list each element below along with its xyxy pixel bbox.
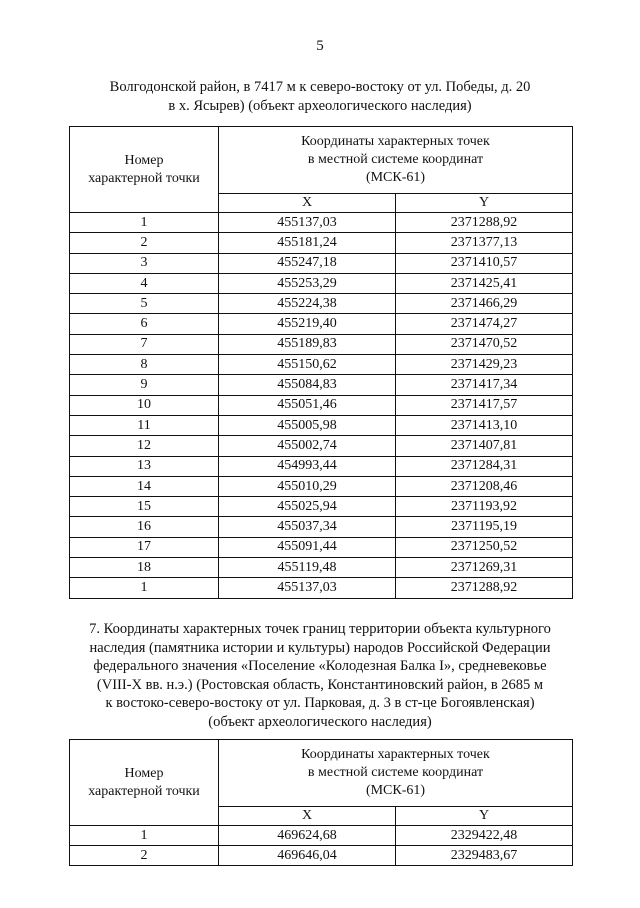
point-number-header xyxy=(70,127,219,213)
y-coordinate-cell: 2371288,92 xyxy=(396,213,573,233)
table-row xyxy=(70,294,573,314)
x-coordinate-cell: 455150,62 xyxy=(219,355,396,375)
y-coordinate-cell: 2371470,52 xyxy=(396,334,573,354)
point-number-cell: 2 xyxy=(70,233,219,253)
table-body xyxy=(70,213,573,599)
coords-header xyxy=(219,127,573,194)
header-line: (МСК-61) xyxy=(365,783,426,798)
x-coordinate-cell: 455189,83 xyxy=(219,334,396,354)
x-coordinate-cell: 455247,18 xyxy=(219,253,396,273)
coords-header xyxy=(219,740,573,807)
table-row xyxy=(70,497,573,517)
y-coordinate-cell: 2371284,31 xyxy=(396,456,573,476)
x-coordinate-cell: 455005,98 xyxy=(219,415,396,435)
header-line: (МСК-61) xyxy=(365,170,426,185)
point-number-cell: 1 xyxy=(70,213,219,233)
x-coordinate-cell: 455137,03 xyxy=(219,578,396,598)
y-coordinate-cell: 2371195,19 xyxy=(396,517,573,537)
heading-line: Волгодонской район, в 7417 м к северо-востоку от ул. Победы, д. 20 xyxy=(109,79,531,95)
y-coordinate-cell: 2371410,57 xyxy=(396,253,573,273)
table-row xyxy=(70,846,573,866)
point-number-cell: 9 xyxy=(70,375,219,395)
point-number-cell: 7 xyxy=(70,334,219,354)
table-row xyxy=(70,826,573,846)
point-number-cell: 1 xyxy=(70,826,219,846)
section1-heading xyxy=(60,78,580,115)
x-coordinate-cell: 455137,03 xyxy=(219,213,396,233)
point-number-cell: 3 xyxy=(70,253,219,273)
table-row xyxy=(70,355,573,375)
point-number-cell: 11 xyxy=(70,415,219,435)
table-row xyxy=(70,517,573,537)
page-number: 5 xyxy=(316,38,324,54)
x-coordinate-cell: 455051,46 xyxy=(219,395,396,415)
x-coordinate-cell: 455025,94 xyxy=(219,497,396,517)
x-coordinate-cell: 455091,44 xyxy=(219,537,396,557)
table-row xyxy=(70,476,573,496)
table-row xyxy=(70,233,573,253)
heading-line: (объект археологического наследия) xyxy=(208,713,432,730)
table-row xyxy=(70,213,573,233)
table-row xyxy=(70,537,573,557)
point-number-cell: 15 xyxy=(70,497,219,517)
table-row xyxy=(70,375,573,395)
point-number-cell: 12 xyxy=(70,436,219,456)
section2-heading xyxy=(60,620,580,731)
y-coordinate-cell: 2371474,27 xyxy=(396,314,573,334)
y-column-header: Y xyxy=(396,807,573,826)
header-line: Номер xyxy=(124,765,164,781)
y-coordinate-cell: 2371413,10 xyxy=(396,415,573,435)
y-coordinate-cell: 2329483,67 xyxy=(396,846,573,866)
x-coordinate-cell: 469646,04 xyxy=(219,846,396,866)
point-number-cell: 13 xyxy=(70,456,219,476)
y-coordinate-cell: 2371417,57 xyxy=(396,395,573,415)
y-coordinate-cell: 2371429,23 xyxy=(396,355,573,375)
table-row xyxy=(70,578,573,598)
coordinates-table-2 xyxy=(69,739,573,866)
y-coordinate-cell: 2371288,92 xyxy=(396,578,573,598)
coordinates-table-1 xyxy=(69,126,573,599)
point-number-cell: 18 xyxy=(70,558,219,578)
heading-line: в х. Ясырев) (объект археологического наследия) xyxy=(168,97,472,114)
point-number-cell: 16 xyxy=(70,517,219,537)
table-row xyxy=(70,415,573,435)
point-number-cell: 1 xyxy=(70,578,219,598)
heading-line: наследия (памятника истории и культуры) народов Российской Федерации xyxy=(89,639,551,656)
x-coordinate-cell: 455181,24 xyxy=(219,233,396,253)
table-row xyxy=(70,253,573,273)
x-coordinate-cell: 455253,29 xyxy=(219,273,396,293)
table-row xyxy=(70,314,573,334)
x-coordinate-cell: 455002,74 xyxy=(219,436,396,456)
x-coordinate-cell: 455224,38 xyxy=(219,294,396,314)
x-column-header: X xyxy=(219,194,396,213)
header-line: характерной точки xyxy=(88,783,200,799)
header-line: Координаты характерных точек xyxy=(301,134,490,149)
x-coordinate-cell: 469624,68 xyxy=(219,826,396,846)
point-number-cell: 6 xyxy=(70,314,219,334)
point-number-cell: 8 xyxy=(70,355,219,375)
table-row xyxy=(70,436,573,456)
y-coordinate-cell: 2371466,29 xyxy=(396,294,573,314)
point-number-cell: 4 xyxy=(70,273,219,293)
table-row xyxy=(70,273,573,293)
point-number-cell: 10 xyxy=(70,395,219,415)
y-coordinate-cell: 2371193,92 xyxy=(396,497,573,517)
x-coordinate-cell: 455119,48 xyxy=(219,558,396,578)
point-number-cell: 14 xyxy=(70,476,219,496)
y-coordinate-cell: 2371407,81 xyxy=(396,436,573,456)
y-column-header: Y xyxy=(396,194,573,213)
point-number-cell: 2 xyxy=(70,846,219,866)
header-line: Координаты характерных точек xyxy=(301,747,490,762)
table-row xyxy=(70,558,573,578)
y-coordinate-cell: 2371208,46 xyxy=(396,476,573,496)
point-number-header xyxy=(70,740,219,826)
point-number-cell: 5 xyxy=(70,294,219,314)
point-number-cell: 17 xyxy=(70,537,219,557)
heading-line: 7. Координаты характерных точек границ территории объекта культурного xyxy=(89,621,551,637)
y-coordinate-cell: 2371250,52 xyxy=(396,537,573,557)
x-coordinate-cell: 455219,40 xyxy=(219,314,396,334)
table-row xyxy=(70,334,573,354)
table-row xyxy=(70,395,573,415)
heading-line: (VIII-X вв. н.э.) (Ростовская область, Константиновский район, в 2685 м xyxy=(96,676,544,693)
y-coordinate-cell: 2371269,31 xyxy=(396,558,573,578)
x-coordinate-cell: 454993,44 xyxy=(219,456,396,476)
table-body xyxy=(70,826,573,866)
y-coordinate-cell: 2371417,34 xyxy=(396,375,573,395)
x-coordinate-cell: 455010,29 xyxy=(219,476,396,496)
header-line: характерной точки xyxy=(88,170,200,186)
heading-line: федерального значения «Поселение «Колодезная Балка I», средневековье xyxy=(93,658,547,674)
header-line: в местной системе координат xyxy=(307,152,484,167)
x-column-header: X xyxy=(219,807,396,826)
x-coordinate-cell: 455084,83 xyxy=(219,375,396,395)
heading-line: к востоко-северо-востоку от ул. Парковая, д. 3 в ст-це Богоявленская) xyxy=(105,695,535,711)
y-coordinate-cell: 2329422,48 xyxy=(396,826,573,846)
x-coordinate-cell: 455037,34 xyxy=(219,517,396,537)
header-line: Номер xyxy=(124,152,164,168)
y-coordinate-cell: 2371377,13 xyxy=(396,233,573,253)
y-coordinate-cell: 2371425,41 xyxy=(396,273,573,293)
header-line: в местной системе координат xyxy=(307,765,484,780)
table-row xyxy=(70,456,573,476)
